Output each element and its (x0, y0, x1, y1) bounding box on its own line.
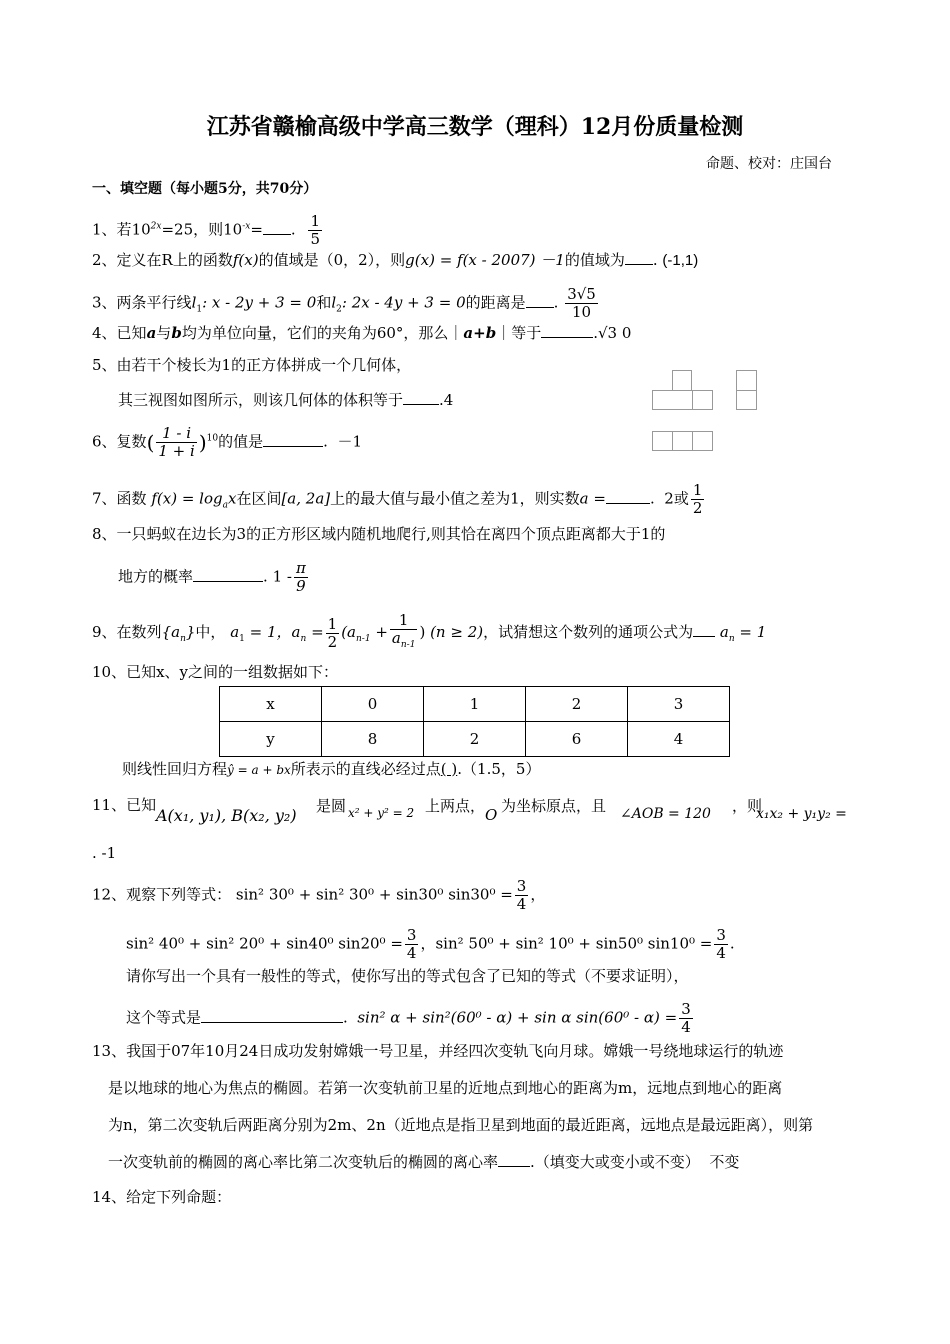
q12-eq3: sin² 50⁰ + sin² 10⁰ + sin50⁰ sin10⁰ = (435, 934, 713, 953)
q13-line2: 是以地球的地心为焦点的椭圆。若第一次变轨前卫星的近地点到地心的距离为m，远地点到地心的距离 (108, 1079, 783, 1097)
question-number: 11、 (92, 796, 127, 814)
q9-plus: + (370, 623, 388, 641)
q6-lparen: ( (146, 430, 155, 455)
question-10-line2 (122, 759, 540, 780)
q6-text2: 的值是 (218, 432, 264, 451)
answer-blank (201, 1008, 343, 1023)
table-row (220, 722, 730, 757)
question-5-line2 (118, 390, 453, 410)
author-line: 命题、校对：庄国台 (706, 156, 832, 172)
q9-seqend: } (185, 623, 196, 641)
q1-tail: . (290, 220, 296, 239)
q6-text1: 复数 (116, 432, 147, 451)
answer-blank (693, 622, 715, 637)
question-number: 4、 (92, 324, 117, 342)
q12-eq1: sin² 30⁰ + sin² 30⁰ + sin30⁰ sin30⁰ = (235, 885, 513, 904)
answer-blank (263, 220, 291, 235)
question-14 (92, 1187, 231, 1207)
q13-line1: 我国于07年10月24日成功发射嫦娥一号卫星，并经四次变轨飞向月球。嫦娥一号绕地球运行的轨迹 (126, 1042, 784, 1060)
q9-paren: (a (341, 623, 356, 641)
q11-text2: 是圆 (316, 797, 347, 815)
q7-text2: 在区间 (236, 489, 282, 508)
q10-eq: ŷ = a + bx (227, 763, 291, 777)
q9-a1: a (230, 623, 240, 641)
q4-text3: 均为单位向量，它们的夹角为60°，那么｜ (181, 324, 464, 342)
q3-eq1: : x - 2y + 3 = 0 (202, 293, 317, 312)
front-view-divider (692, 390, 693, 410)
q7-interval: [a, 2a] (281, 489, 331, 508)
q11-points: A(x₁, y₁), B(x₂, y₂) (156, 806, 297, 825)
q10-text: 已知x、y之间的一组数据如下： (126, 663, 339, 681)
answer-blank (526, 293, 554, 308)
table-cell: 2 (526, 687, 628, 722)
q3-l1sub: 1 (196, 304, 203, 315)
q2-fx: f(x) (232, 251, 259, 269)
q3-l1: l (191, 293, 197, 312)
q11-angle: ∠AOB = 120 (620, 806, 711, 822)
q1-base1: 10 (131, 220, 151, 239)
q8-tail: . (263, 567, 268, 586)
q13-answer: 不变 (709, 1153, 740, 1171)
q13-line4: 一次变轨前的椭圆的离心率比第二次变轨后的椭圆的离心率 (108, 1153, 499, 1171)
q12-line4: 这个等式是 (126, 1008, 202, 1027)
q3-answer: $\frac{3√5}{10}$ (567, 285, 596, 321)
q7-answer-frac: $\frac{1}{2}$ (692, 481, 703, 517)
question-4 (92, 323, 631, 343)
top-view-middle (672, 431, 693, 451)
q6-answer: －1 (337, 432, 362, 451)
q10-answer: （1.5，5） (462, 760, 541, 778)
q9-text2: 中， (195, 623, 226, 641)
question-number: 8、 (92, 525, 117, 543)
question-6 (92, 425, 362, 460)
q13-line3: 为n，第二次变轨后两距离分别为2m、2n（近地点是指卫星到地面的最近距离，远地点是最远距离），则第 (108, 1116, 814, 1134)
answer-blank (498, 1152, 530, 1167)
table-cell: 2 (424, 722, 526, 757)
q2-tail: . (652, 251, 658, 269)
q4-text2: 与 (156, 324, 172, 342)
q1-exp2: -x (242, 221, 251, 232)
q12-eq2: sin² 40⁰ + sin² 20⁰ + sin40⁰ sin20⁰ = (126, 934, 403, 953)
q12-frac1: $\frac{3}{4}$ (516, 877, 527, 913)
q11-text5: ，则 (732, 797, 763, 815)
q3-and: 和 (316, 293, 332, 312)
section-heading: 一、填空题（每小题5分，共70分） (92, 181, 318, 197)
q4-answer: √3 0 (597, 324, 632, 342)
q12-sep: ， (530, 885, 546, 904)
q9-seqsub: n (180, 634, 186, 644)
q3-text2: 的距离是 (465, 293, 526, 312)
q12-tail: . (343, 1008, 348, 1027)
q3-l2sub: 2 (336, 304, 342, 315)
q14-text: 给定下列命题： (126, 1188, 232, 1206)
q9-half: $\frac{1}{2}$ (327, 614, 338, 651)
q3-text1: 两条平行线 (116, 293, 192, 312)
q2-gx: g(x) = f(x - 2007) －1 (405, 251, 565, 269)
q4-tail: . (593, 324, 598, 342)
answer-blank (263, 432, 323, 447)
q12-answer-frac: $\frac{3}{4}$ (681, 1000, 691, 1036)
q4-ab: a+b (463, 324, 497, 342)
question-number: 3、 (92, 293, 117, 312)
q3-l2: l (331, 293, 337, 312)
side-view-top (736, 370, 757, 391)
side-view-bottom (736, 390, 757, 410)
q9-a1eq: = 1， (244, 623, 292, 641)
q8-answer-frac: $\frac{\pi}{9}$ (295, 559, 306, 595)
q7-var: x (227, 489, 237, 508)
question-number: 7、 (92, 489, 117, 508)
page-title: 江苏省赣榆高级中学高三数学（理科）12月份质量检测 (206, 114, 744, 140)
q12-end: . (729, 934, 735, 953)
question-13-line4 (108, 1152, 739, 1172)
answer-blank: ( ) (440, 760, 458, 778)
question-12-line2 (126, 927, 735, 962)
q7-text1: 函数 (116, 489, 147, 508)
q8-line2: 地方的概率 (118, 567, 194, 586)
table-cell: 0 (322, 687, 424, 722)
q1-exp1: 2x (150, 221, 162, 232)
q12-frac3: $\frac{3}{4}$ (716, 926, 726, 962)
q5-line1: 由若干个棱长为1的正方体拼成一个几何体， (116, 356, 412, 374)
q9-text1: 在数列 (116, 623, 162, 641)
answer-blank (625, 250, 653, 265)
q5-line2: 其三视图如图所示，则该几何体的体积等于 (118, 391, 404, 409)
q10-line2a: 则线性回归方程 (122, 760, 228, 778)
question-number: 14、 (92, 1188, 127, 1206)
q9-a1sub: 1 (239, 634, 245, 644)
q11-answer: . -1 (92, 844, 117, 862)
question-number: 1、 (92, 220, 117, 239)
answer-blank (541, 323, 593, 338)
question-12 (92, 878, 545, 913)
question-number: 9、 (92, 623, 117, 641)
q11-origin: O (485, 806, 498, 824)
table-cell: x (220, 687, 322, 722)
q5-answer: 4 (443, 391, 454, 409)
question-number: 13、 (92, 1042, 127, 1060)
answer-blank (403, 390, 439, 405)
q1-text: 若 (116, 220, 132, 239)
front-view-base (652, 390, 713, 410)
question-8-line1 (92, 524, 665, 544)
table-cell: 1 (424, 687, 526, 722)
table-cell: y (220, 722, 322, 757)
q9-answer-eq: = 1 (734, 623, 767, 641)
q12-answer: sin² α + sin²(60⁰ - α) + sin α sin(60⁰ - α) = (357, 1008, 678, 1027)
q6-fraction: $\frac{1 - i}{1 + i}$ (158, 424, 195, 460)
question-8-line2 (118, 560, 310, 595)
q4-a: a (146, 324, 157, 342)
q11-text1: 已知 (126, 796, 157, 814)
q9-answer-sub: n (728, 634, 735, 644)
q4-text1: 已知 (116, 324, 147, 342)
q8-answer-pre: 1 - (272, 567, 292, 586)
q3-eq2: : 2x - 4y + 3 = 0 (341, 293, 466, 312)
q13-tail: .（填变大或变小或不变） (530, 1153, 700, 1171)
q11-circle: x² + y² = 2 (348, 806, 415, 820)
q9-an: a (291, 623, 301, 641)
q9-close: ) (419, 623, 426, 641)
q12-frac2: $\frac{3}{4}$ (406, 926, 417, 962)
q9-answer: a (719, 623, 729, 641)
table-cell: 4 (628, 722, 730, 757)
question-1 (92, 213, 324, 248)
q1-post: = (250, 220, 263, 239)
q7-text3: 上的最大值与最小值之差为1，则实数 (330, 489, 580, 508)
question-9 (92, 612, 766, 654)
table-cell: 8 (322, 722, 424, 757)
q9-psub: n-1 (355, 634, 371, 644)
table-cell: 6 (526, 722, 628, 757)
table-cell: 3 (628, 687, 730, 722)
q2-text3: 的值域为 (564, 251, 625, 269)
question-number: 5、 (92, 356, 117, 374)
q2-text2: 的值域是（0，2），则 (258, 251, 406, 269)
q8-line1: 一只蚂蚁在边长为3的正方形区域内随机地爬行,则其恰在离四个顶点距离都大于1的 (116, 525, 666, 543)
question-3 (92, 286, 600, 321)
q7-tail: . (649, 489, 655, 508)
q3-tail: . (553, 293, 559, 312)
question-number: 2、 (92, 251, 117, 269)
question-2 (92, 250, 698, 271)
q6-rparen: ) (198, 430, 207, 455)
q6-tail: . (323, 432, 328, 451)
question-12-line4 (126, 1001, 695, 1036)
q9-seq: {a (161, 623, 181, 641)
answer-blank (606, 489, 650, 504)
question-13-line1 (92, 1041, 783, 1061)
question-7 (92, 482, 706, 517)
question-11 (92, 795, 156, 815)
question-number: 10、 (92, 663, 127, 681)
q7-base: a (222, 500, 228, 511)
q2-text1: 定义在R上的函数 (116, 251, 233, 269)
q7-a: a = (579, 489, 606, 508)
question-number: 12、 (92, 885, 127, 904)
q9-inv: $\frac{1}{a_{n-1}}$ (391, 611, 416, 650)
q10-line2b: 所表示的直线必经过点 (290, 760, 441, 778)
q7-answer-1: 2或 (664, 489, 689, 508)
q9-text3: ，试猜想这个数列的通项公式为 (483, 623, 694, 641)
q7-func: f(x) = log (151, 489, 223, 508)
q1-answer: $\frac{1}{5}$ (310, 212, 321, 248)
q6-exp: 10 (206, 433, 219, 444)
answer-blank (193, 567, 263, 582)
q10-tail: . (457, 760, 463, 778)
q12-sep: ， (420, 934, 436, 953)
question-number: 6、 (92, 432, 117, 451)
q11-expr: x₁x₂ + y₁y₂ = (756, 806, 847, 822)
q11-text3: 上两点， (425, 797, 486, 815)
q1-base2: 10 (223, 220, 243, 239)
q4-b: b (171, 324, 182, 342)
question-10 (92, 662, 338, 682)
q2-answer: (-1,1) (662, 252, 699, 269)
q12-intro: 观察下列等式： (126, 885, 232, 904)
q9-ansub: n (300, 634, 307, 644)
question-5-line1 (92, 355, 411, 375)
q12-line3: 请你写出一个具有一般性的等式，使你写出的等式包含了已知的等式（不要求证明）， (126, 967, 689, 985)
q5-tail: . (439, 391, 444, 409)
q9-aneq: = (306, 623, 324, 641)
table-row (220, 687, 730, 722)
q9-cond: (n ≥ 2) (430, 623, 484, 641)
front-view-top-block (672, 370, 692, 391)
data-table (219, 686, 730, 757)
q11-text4: 为坐标原点，且 (501, 797, 607, 815)
q4-text4: ｜等于 (496, 324, 542, 342)
q1-mid: =25，则 (161, 220, 224, 239)
